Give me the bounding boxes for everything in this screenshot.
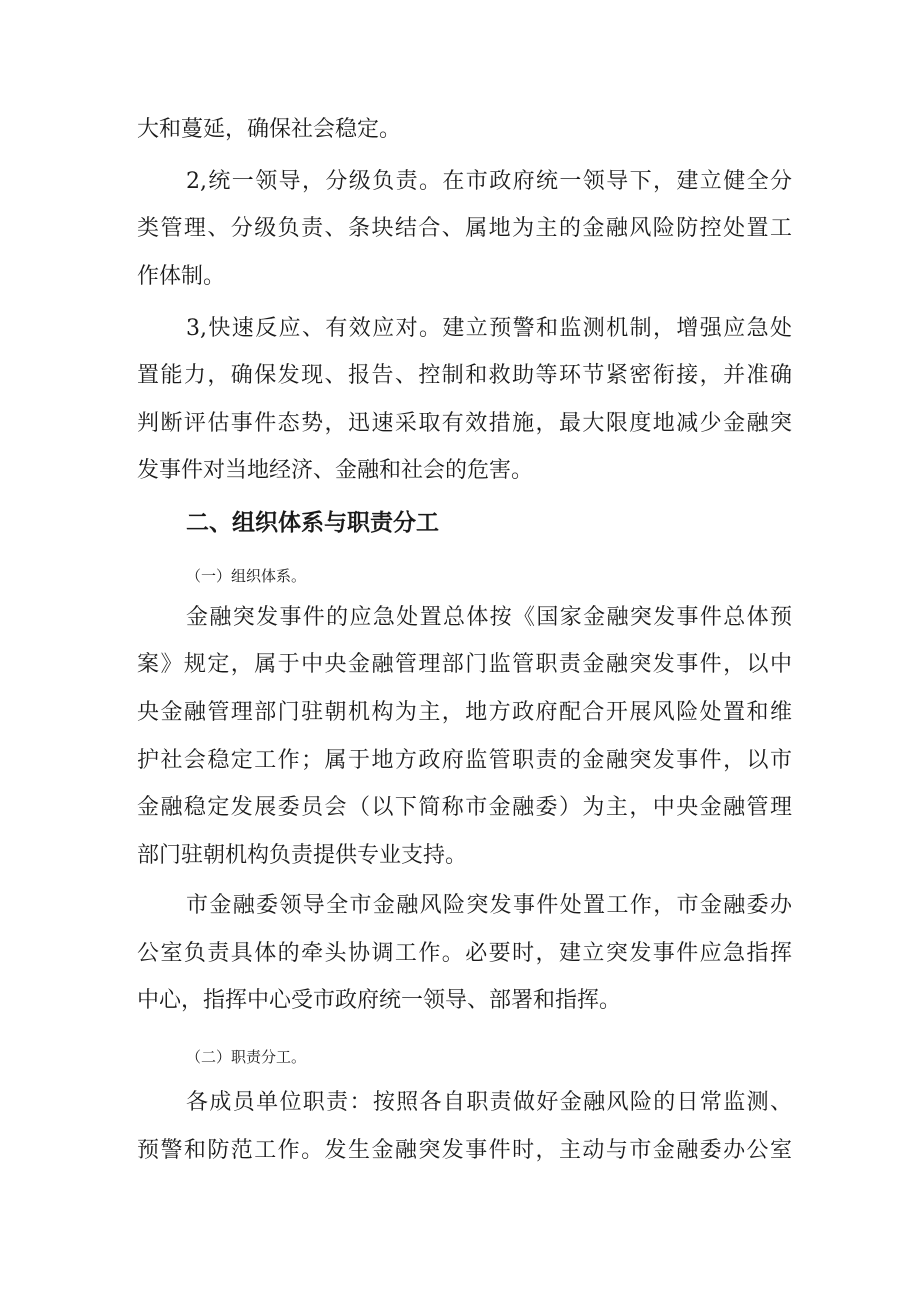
- paragraph-line: 置能力，确保发现、报告、控制和救助等环节紧密衔接，并准确: [137, 363, 792, 388]
- paragraph-line: 2,统一领导，分级负责。在市政府统一领导下，建立健全分: [186, 169, 792, 194]
- paragraph-line: 中心，指挥中心受市政府统一领导、部署和指挥。: [137, 988, 622, 1013]
- paragraph-line: 公室负责具体的牵头协调工作。必要时，建立突发事件应急指挥: [137, 941, 792, 966]
- paragraph-line: 判断评估事件态势，迅速采取有效措施，最大限度地减少金融突: [137, 411, 792, 436]
- section-heading: 二、组织体系与职责分工: [186, 510, 439, 536]
- paragraph-line: 护社会稳定工作；属于地方政府监管职责的金融突发事件，以市: [137, 748, 792, 773]
- paragraph-line: 金融稳定发展委员会（以下简称市金融委）为主，中央金融管理: [137, 795, 792, 820]
- paragraph-line: 作体制。: [137, 264, 226, 289]
- paragraph-line: 各成员单位职责：按照各自职责做好金融风险的日常监测、: [186, 1090, 792, 1115]
- paragraph-line: 类管理、分级负责、条块结合、属地为主的金融风险防控处置工: [137, 216, 792, 241]
- paragraph-line: 发事件对当地经济、金融和社会的危害。: [137, 458, 534, 483]
- paragraph-line: 案》规定，属于中央金融管理部门监管职责金融突发事件，以中: [137, 652, 792, 677]
- paragraph-line: 大和蔓延，确保社会稳定。: [137, 117, 402, 142]
- subsection-heading: （二）职责分工。: [186, 1048, 307, 1066]
- paragraph-line: 3,快速反应、有效应对。建立预警和监测机制，增强应急处: [186, 316, 792, 341]
- paragraph-line: 金融突发事件的应急处置总体按《国家金融突发事件总体预: [186, 605, 792, 630]
- paragraph-line: 市金融委领导全市金融风险突发事件处置工作，市金融委办: [186, 893, 792, 918]
- paragraph-line: 央金融管理部门驻朝机构为主，地方政府配合开展风险处置和维: [137, 700, 792, 725]
- paragraph-line: 部门驻朝机构负责提供专业支持。: [137, 843, 468, 868]
- paragraph-line: 预警和防范工作。发生金融突发事件时，主动与市金融委办公室: [137, 1138, 792, 1163]
- subsection-heading: （一）组织体系。: [186, 567, 307, 585]
